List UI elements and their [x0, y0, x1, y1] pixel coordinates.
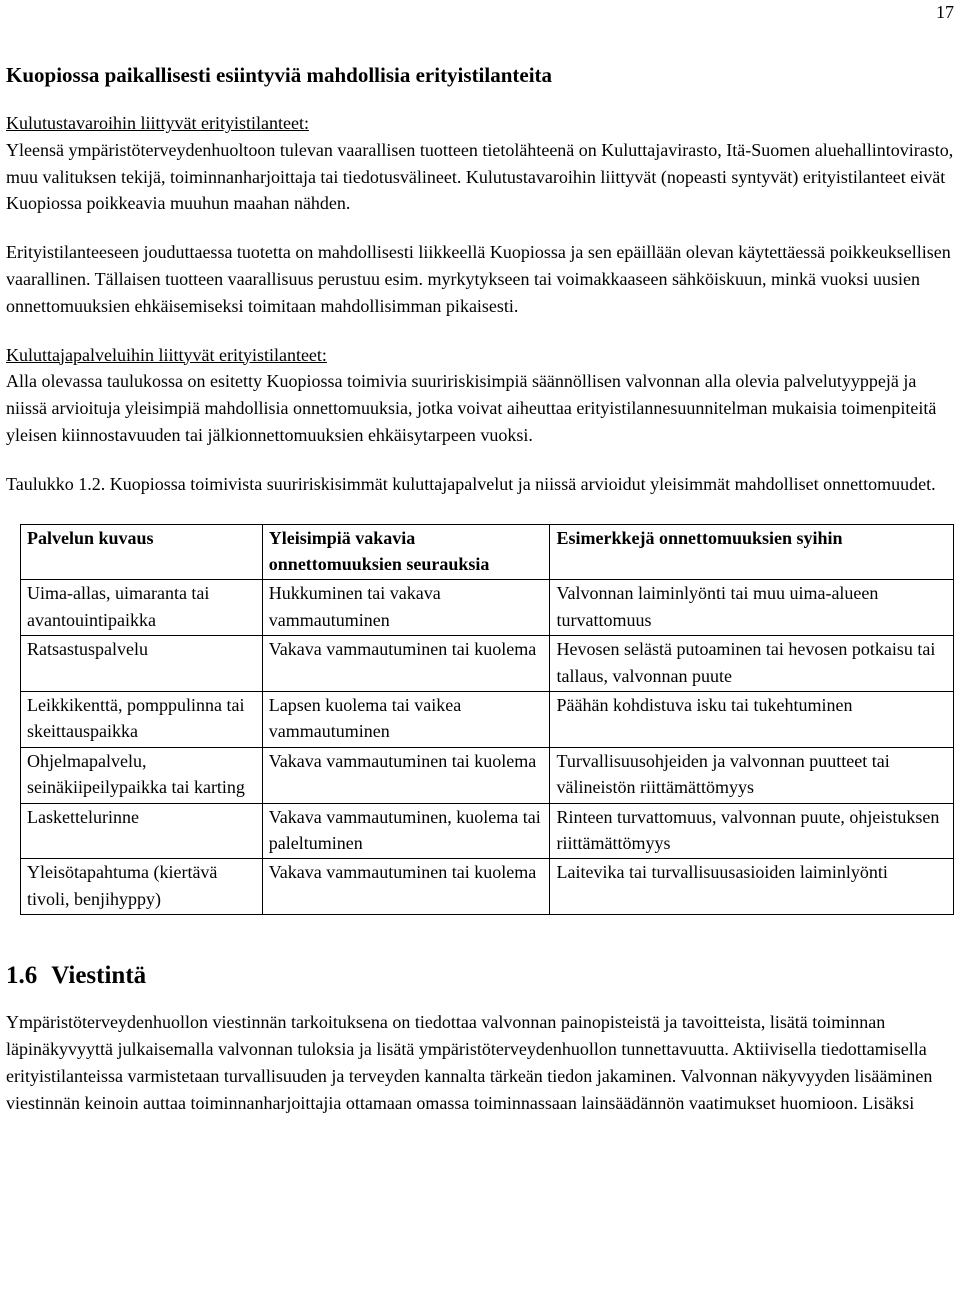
table-row [21, 747, 954, 803]
table-caption: Taulukko 1.2. Kuopiossa toimivista suuririskisimmät kuluttajapalvelut ja niissä arvioidut yleisimmät mahdolliset onnettomuudet. [6, 473, 936, 494]
table-cell: Leikkikenttä, pomppulinna tai skeittauspaikka [21, 692, 263, 748]
section-title-text: Viestintä [51, 962, 147, 990]
consumer-goods-paragraph-1: Yleensä ympäristöterveydenhuoltoon tulevan vaarallisen tuotteen tietolähteenä on Kuluttajavirasto, Itä-Suomen aluehallintovirasto, muu valituksen tekijä, toiminnanharjoittaja tai tiedotusvälineet. Kulutustavaroihin liittyvät (nopeasti syntyvät) erityistilanteet eivät Kuopiossa poikkeavia muuhun maahan nähden. [6, 139, 954, 214]
consumer-goods-subheading: Kulutustavaroihin liittyvät erityistilanteet: [6, 113, 309, 133]
document-body [6, 60, 954, 1116]
table-cell: Lapsen kuolema tai vaikea vammautuminen [262, 692, 550, 748]
table-row [21, 692, 954, 748]
table-header-cell: Yleisimpiä vakavia onnettomuuksien seurauksia [262, 524, 550, 580]
table-cell: Ratsastuspalvelu [21, 636, 263, 692]
page-heading: Kuopiossa paikallisesti esiintyviä mahdollisia erityistilanteita [6, 63, 553, 87]
table-cell: Vakava vammautuminen, kuolema tai paleltuminen [262, 803, 550, 859]
consumer-goods-paragraph-2: Erityistilanteeseen jouduttaessa tuotetta on mahdollisesti liikkeellä Kuopiossa ja sen epäillään olevan käytettäessä poikkeuksellisen vaarallinen. Tällaisen tuotteen vaarallisuus perustuu esim. myrkytykseen tai voimakkaaseen sähköiskuun, minkä vuoksi uusien onnettomuuksien ehkäisemiseksi toimitaan mahdollisimman pikaisesti. [6, 242, 951, 316]
table-cell: Laitevika tai turvallisuusasioiden laiminlyönti [550, 859, 954, 915]
table-cell: Vakava vammautuminen tai kuolema [262, 747, 550, 803]
table-cell: Yleisötapahtuma (kiertävä tivoli, benjihyppy) [21, 859, 263, 915]
table-cell: Valvonnan laiminlyönti tai muu uima-alueen turvattomuus [550, 580, 954, 636]
table-row [21, 636, 954, 692]
consumer-services-table [20, 524, 954, 916]
section-number: 1.6 [6, 962, 38, 990]
table-row [21, 803, 954, 859]
table-cell: Turvallisuusohjeiden ja valvonnan puutteet tai välineistön riittämättömyys [550, 747, 954, 803]
consumer-services-paragraph: Alla olevassa taulukossa on esitetty Kuopiossa toimivia suuririskisimpiä säännöllisen valvonnan alla olevia palvelutyyppejä ja niissä arvioituja yleisimpiä mahdollisia onnettomuuksia, jotka voivat aiheuttaa erityistilannesuunnitelman mukaisia toimenpiteitä yleisen kiinnostavuuden tai jälkionnettomuuksien ehkäisytarpeen vuoksi. [6, 371, 937, 445]
table-cell: Hukkuminen tai vakava vammautuminen [262, 580, 550, 636]
table-cell: Uima-allas, uimaranta tai avantouintipaikka [21, 580, 263, 636]
table-cell: Hevosen selästä putoaminen tai hevosen potkaisu tai tallaus, valvonnan puute [550, 636, 954, 692]
consumer-services-subheading: Kuluttajapalveluihin liittyvät erityistilanteet: [6, 344, 327, 365]
table-header-cell: Esimerkkejä onnettomuuksien syihin [550, 524, 954, 580]
table-cell: Laskettelurinne [21, 803, 263, 859]
table-cell: Vakava vammautuminen tai kuolema [262, 859, 550, 915]
table-cell: Ohjelmapalvelu, seinäkiipeilypaikka tai karting [21, 747, 263, 803]
page-number: 17 [936, 2, 954, 22]
table-header-cell: Palvelun kuvaus [21, 524, 263, 580]
table-row [21, 859, 954, 915]
table-cell: Vakava vammautuminen tai kuolema [262, 636, 550, 692]
table-cell: Rinteen turvattomuus, valvonnan puute, ohjeistuksen riittämättömyys [550, 803, 954, 859]
section-title [6, 961, 954, 991]
table-cell: Päähän kohdistuva isku tai tukehtuminen [550, 692, 954, 748]
table-header-row [21, 524, 954, 580]
communication-paragraph: Ympäristöterveydenhuollon viestinnän tarkoituksena on tiedottaa valvonnan painopisteistä ja tavoitteista, lisätä toiminnan läpinäkyvyyttä julkaisemalla valvonnan tuloksia ja lisätä ympäristöterveydenhuollon tunnettavuutta. Aktiivisella tiedottamisella erityistilanteissa varmistetaan turvallisuuden ja terveyden kannalta tärkeän tiedon jakaminen. Valvonnan näkyvyyden lisääminen viestinnän keinoin auttaa toiminnanharjoittajia ottamaan omassa toiminnassaan lainsäädännön vaatimukset huomioon. Lisäksi [6, 1012, 933, 1113]
table-row [21, 580, 954, 636]
